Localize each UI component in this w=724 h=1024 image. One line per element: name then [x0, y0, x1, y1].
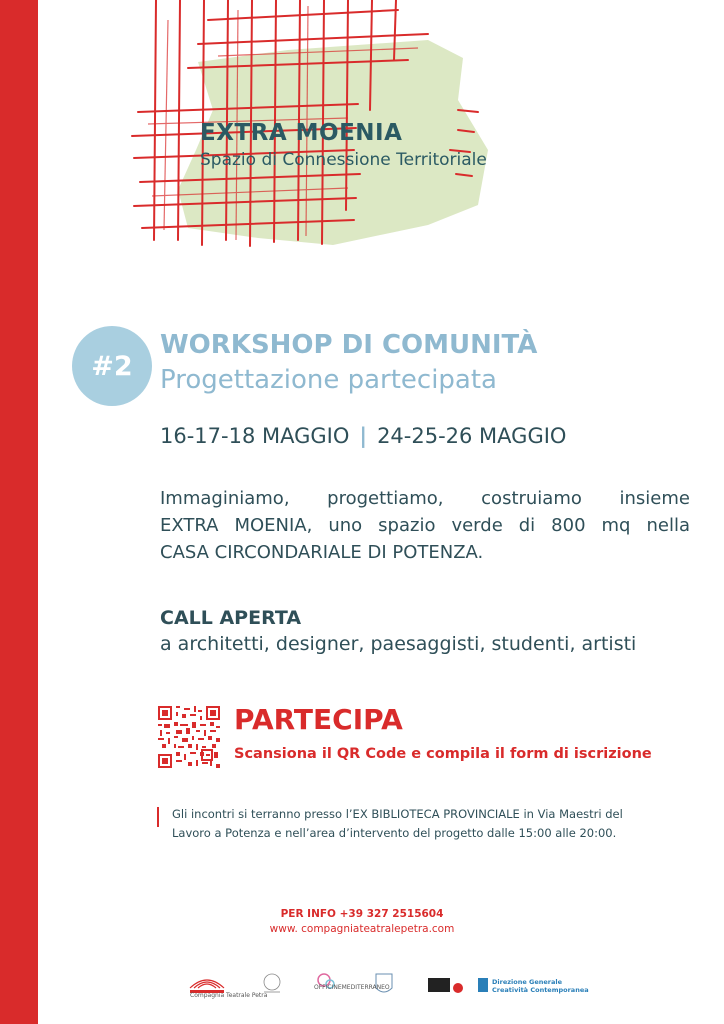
note-accent-bar	[157, 807, 159, 827]
left-red-stripe	[0, 0, 38, 1024]
dates-first: 16-17-18 MAGGIO	[160, 424, 350, 448]
project-title: EXTRA MOENIA	[200, 120, 403, 146]
venue-note-line: Lavoro a Potenza e nell’area d’intervento del progetto dalle 15:00 alle 20:00.	[172, 826, 617, 840]
dates-separator: |	[359, 424, 368, 448]
description	[160, 485, 690, 566]
participate-title: PARTECIPA	[234, 703, 403, 736]
directorate-line1: Direzione Generale	[492, 978, 563, 986]
project-subtitle: Spazio di Connessione Territoriale	[200, 150, 487, 170]
sponsor-directorate	[492, 978, 589, 994]
dates-second: 24-25-26 MAGGIO	[377, 424, 567, 448]
sponsor-officine-label: OFFICINEMEDITERRANEO	[314, 984, 390, 991]
contact-phone: PER INFO +39 327 2515604	[280, 908, 444, 920]
description-line: EXTRA MOENIA, uno spazio verde di 800 mq nella	[160, 515, 690, 536]
venue-note	[172, 805, 623, 843]
sponsor-petra-label: Compagnia Teatrale Petra	[190, 992, 268, 999]
call-audience: a architetti, designer, paesaggisti, studenti, artisti	[160, 633, 637, 655]
description-line: Immaginiamo, progettiamo, costruiamo insieme	[160, 488, 690, 509]
workshop-number-badge: #2	[72, 326, 152, 406]
description-line: CASA CIRCONDARIALE DI POTENZA.	[160, 542, 484, 563]
qr-code[interactable]	[158, 706, 220, 768]
contact-website[interactable]: www. compagniateatralepetra.com	[269, 923, 455, 935]
workshop-title: WORKSHOP DI COMUNITÀ	[160, 330, 538, 360]
dates-line	[160, 424, 566, 448]
call-title: CALL APERTA	[160, 607, 302, 629]
sponsor-logos	[180, 958, 589, 1003]
workshop-subtitle: Progettazione partecipata	[160, 365, 497, 395]
directorate-line2: Creatività Contemporanea	[492, 986, 589, 994]
participate-instruction: Scansiona il QR Code e compila il form di iscrizione	[234, 746, 652, 762]
venue-note-line: Gli incontri si terranno presso l’EX BIBLIOTECA PROVINCIALE in Via Maestri del	[172, 807, 623, 821]
